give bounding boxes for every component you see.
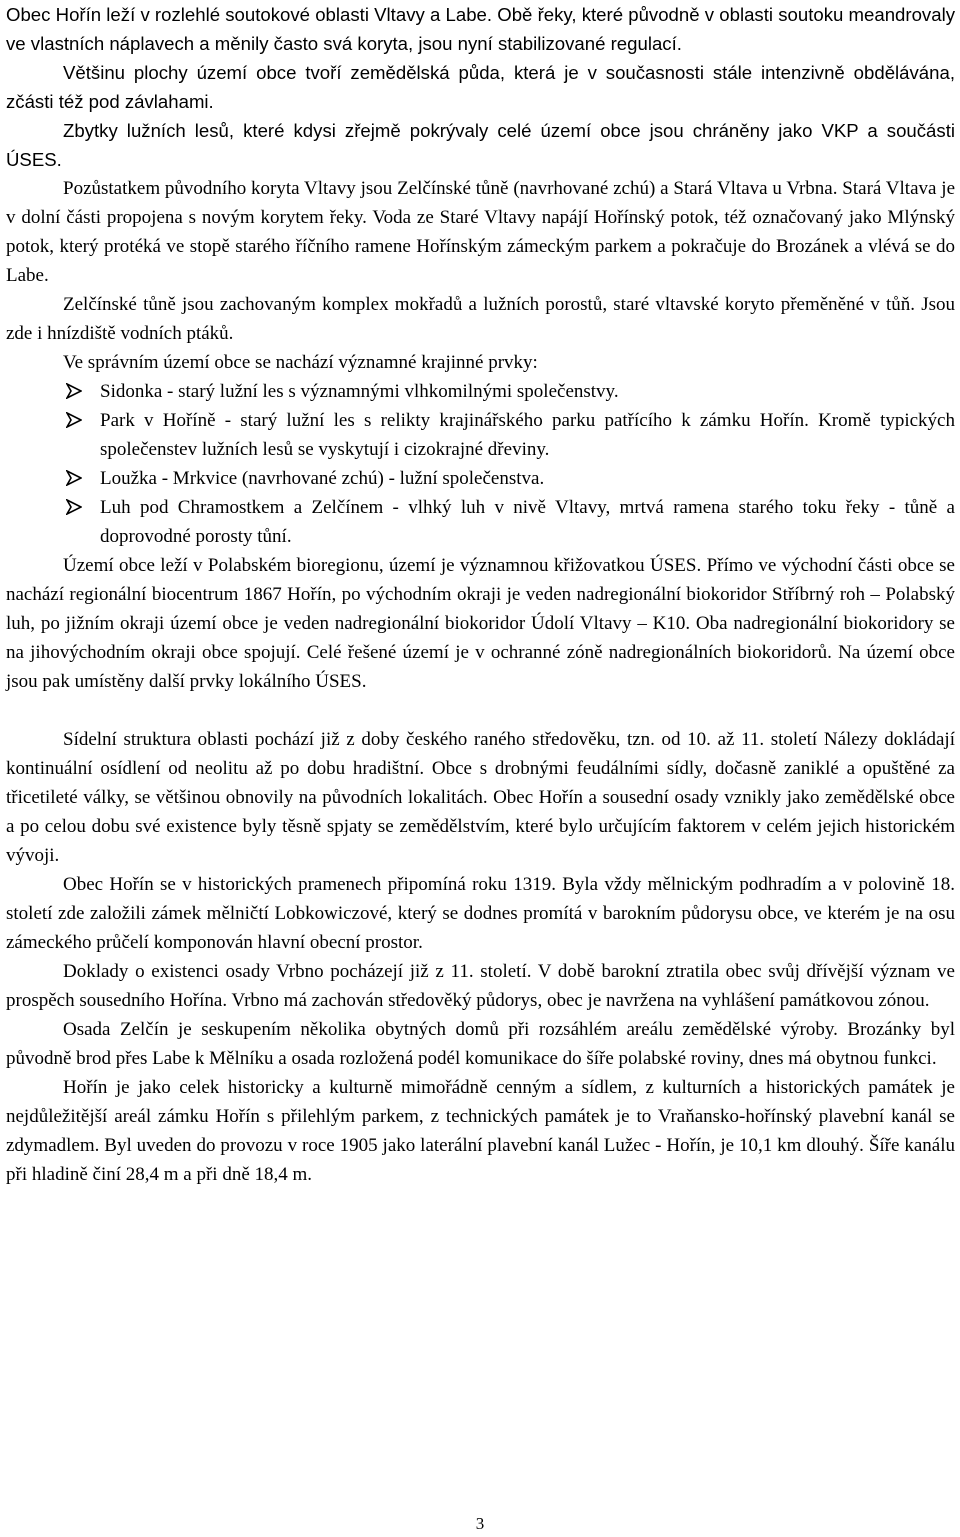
vkp-bullet-list: [6, 377, 955, 551]
arrow-bullet-icon: [66, 464, 84, 493]
paragraph-uses: Území obce leží v Polabském bioregionu, území je významnou křižovatkou ÚSES. Přímo ve východní části obce se nachází regionální biocentrum 1867 Hořín, po východním okraji je veden nadregionální biokoridor Stříbrný roh – Polabský luh, po jižním okraji území obce je veden nadregionální biokoridor Údolí Vltavy – K10. Oba nadregionální biokoridory se na jihovýchodním okraji obce spojují. Celé řešené území je v ochranné zóně nadregionálních biokoridorů. Na území obce jsou pak umístěny další prvky lokálního ÚSES.: [6, 555, 955, 692]
list-item-text: Sidonka - starý lužní les s významnými vlhkomilnými společenstvy.: [100, 381, 619, 402]
paragraph-sidelni-struktura: Sídelní struktura oblasti pochází již z doby českého raného středověku, tzn. od 10. až 11. století Nálezy dokládají kontinuální osídlení od neolitu až po dobu hradištní. Obce s drobnými feudálními sídly, dočasně zaniklé a opuštěné za třicetileté války, se většinou obnovily na původních lokalitách. Obec Hořín a sousední osady vznikly jako zemědělské obce a po celou dobu své existence byly těsně spjaty se zemědělstvím, které bylo určujícím faktorem v celém jejich historickém vývoji.: [6, 729, 955, 866]
arrow-bullet-icon: [66, 377, 84, 406]
paragraph-obec-horin-history: Obec Hořín se v historických pramenech připomíná roku 1319. Byla vždy mělnickým podhradím a v polovině 18. století zde založili zámek mělničtí Lobkowiczové, který se dodnes promítá v barokním půdorysu obce, ve kterém je na osu zámeckého průčelí komponován hlavní obecní prostor.: [6, 874, 955, 953]
paragraph-zelcinske-tune: Zelčínské tůně jsou zachovaným komplex mokřadů a lužních porostů, staré vltavské koryto přeměněné v tůň. Jsou zde i hnízdiště vodních ptáků.: [6, 294, 955, 344]
intro-paragraph-2: Většinu plochy území obce tvoří zemědělská půda, která je v současnosti stále intenzivně obdělávána, zčásti též pod závlahami.: [6, 62, 955, 112]
paragraph-vkp-intro: Ve správním území obce se nachází významné krajinné prvky:: [63, 352, 538, 373]
intro-paragraph-1: Obec Hořín leží v rozlehlé soutokové oblasti Vltavy a Labe. Obě řeky, které původně v oblasti soutoku meandrovaly ve vlastních náplavech a měnily často svá koryta, jsou nyní stabilizované regulací.: [6, 4, 955, 54]
arrow-bullet-icon: [66, 406, 84, 435]
paragraph-stara-vltava: Pozůstatkem původního koryta Vltavy jsou Zelčínské tůně (navrhované zchú) a Stará Vltava u Vrbna. Stará Vltava je v dolní části propojena s novým korytem řeky. Voda ze Staré Vltavy napájí Hořínský potok, též označovaný jako Mlýnský potok, který protéká ve stopě starého říčního ramene Hořínským zámeckým parkem a pokračuje do Brozánek a vlévá se do Labe.: [6, 178, 955, 286]
list-item: [100, 493, 955, 551]
list-item: [100, 464, 955, 493]
list-item-text: Park v Hoříně - starý lužní les s relikty krajinářského parku patřícího k zámku Hořín. Kromě typických společenstev lužních lesů se vyskytují i cizokrajné dřeviny.: [100, 410, 955, 460]
paragraph-zelcin-brozanky: Osada Zelčín je seskupením několika obytných domů při rozsáhlém areálu zemědělské výroby. Brozánky byl původně brod přes Labe k Mělníku a osada rozložená podél komunikace do šíře polabské roviny, dnes má obytnou funkci.: [6, 1019, 955, 1069]
paragraph-vrbno: Doklady o existenci osady Vrbno pocházejí již z 11. století. V době barokní ztratila obec svůj dřívější význam ve prospěch sousedního Hořína. Vrbno má zachován středověký půdorys, obec je navržena na vyhlášení památkovou zónou.: [6, 961, 955, 1011]
document-page: [6, 0, 955, 1189]
arrow-bullet-icon: [66, 493, 84, 522]
paragraph-horin-monuments: Hořín je jako celek historicky a kulturně mimořádně cenným a sídlem, z kulturních a historických památek je nejdůležitější areál zámku Hořín s přilehlým parkem, z technických památek je to Vraňansko-hořínský plavební kanál se zdymadlem. Byl uveden do provozu v roce 1905 jako laterální plavební kanál Lužec - Hořín, je 10,1 km dlouhý. Šíře kanálu při hladině činí 28,4 m a při dně 18,4 m.: [6, 1077, 955, 1185]
section-gap: [6, 696, 955, 725]
page-number: 3: [475, 1514, 485, 1533]
intro-paragraph-3: Zbytky lužních lesů, které kdysi zřejmě pokrývaly celé území obce jsou chráněny jako VKP a součásti ÚSES.: [6, 120, 955, 170]
list-item: [100, 377, 955, 406]
list-item-text: Loužka - Mrkvice (navrhované zchú) - lužní společenstva.: [100, 468, 545, 489]
list-item-text: Luh pod Chramostkem a Zelčínem - vlhký luh v nivě Vltavy, mrtvá ramena starého toku řeky - tůně a doprovodné porosty tůní.: [100, 497, 955, 547]
list-item: [100, 406, 955, 464]
